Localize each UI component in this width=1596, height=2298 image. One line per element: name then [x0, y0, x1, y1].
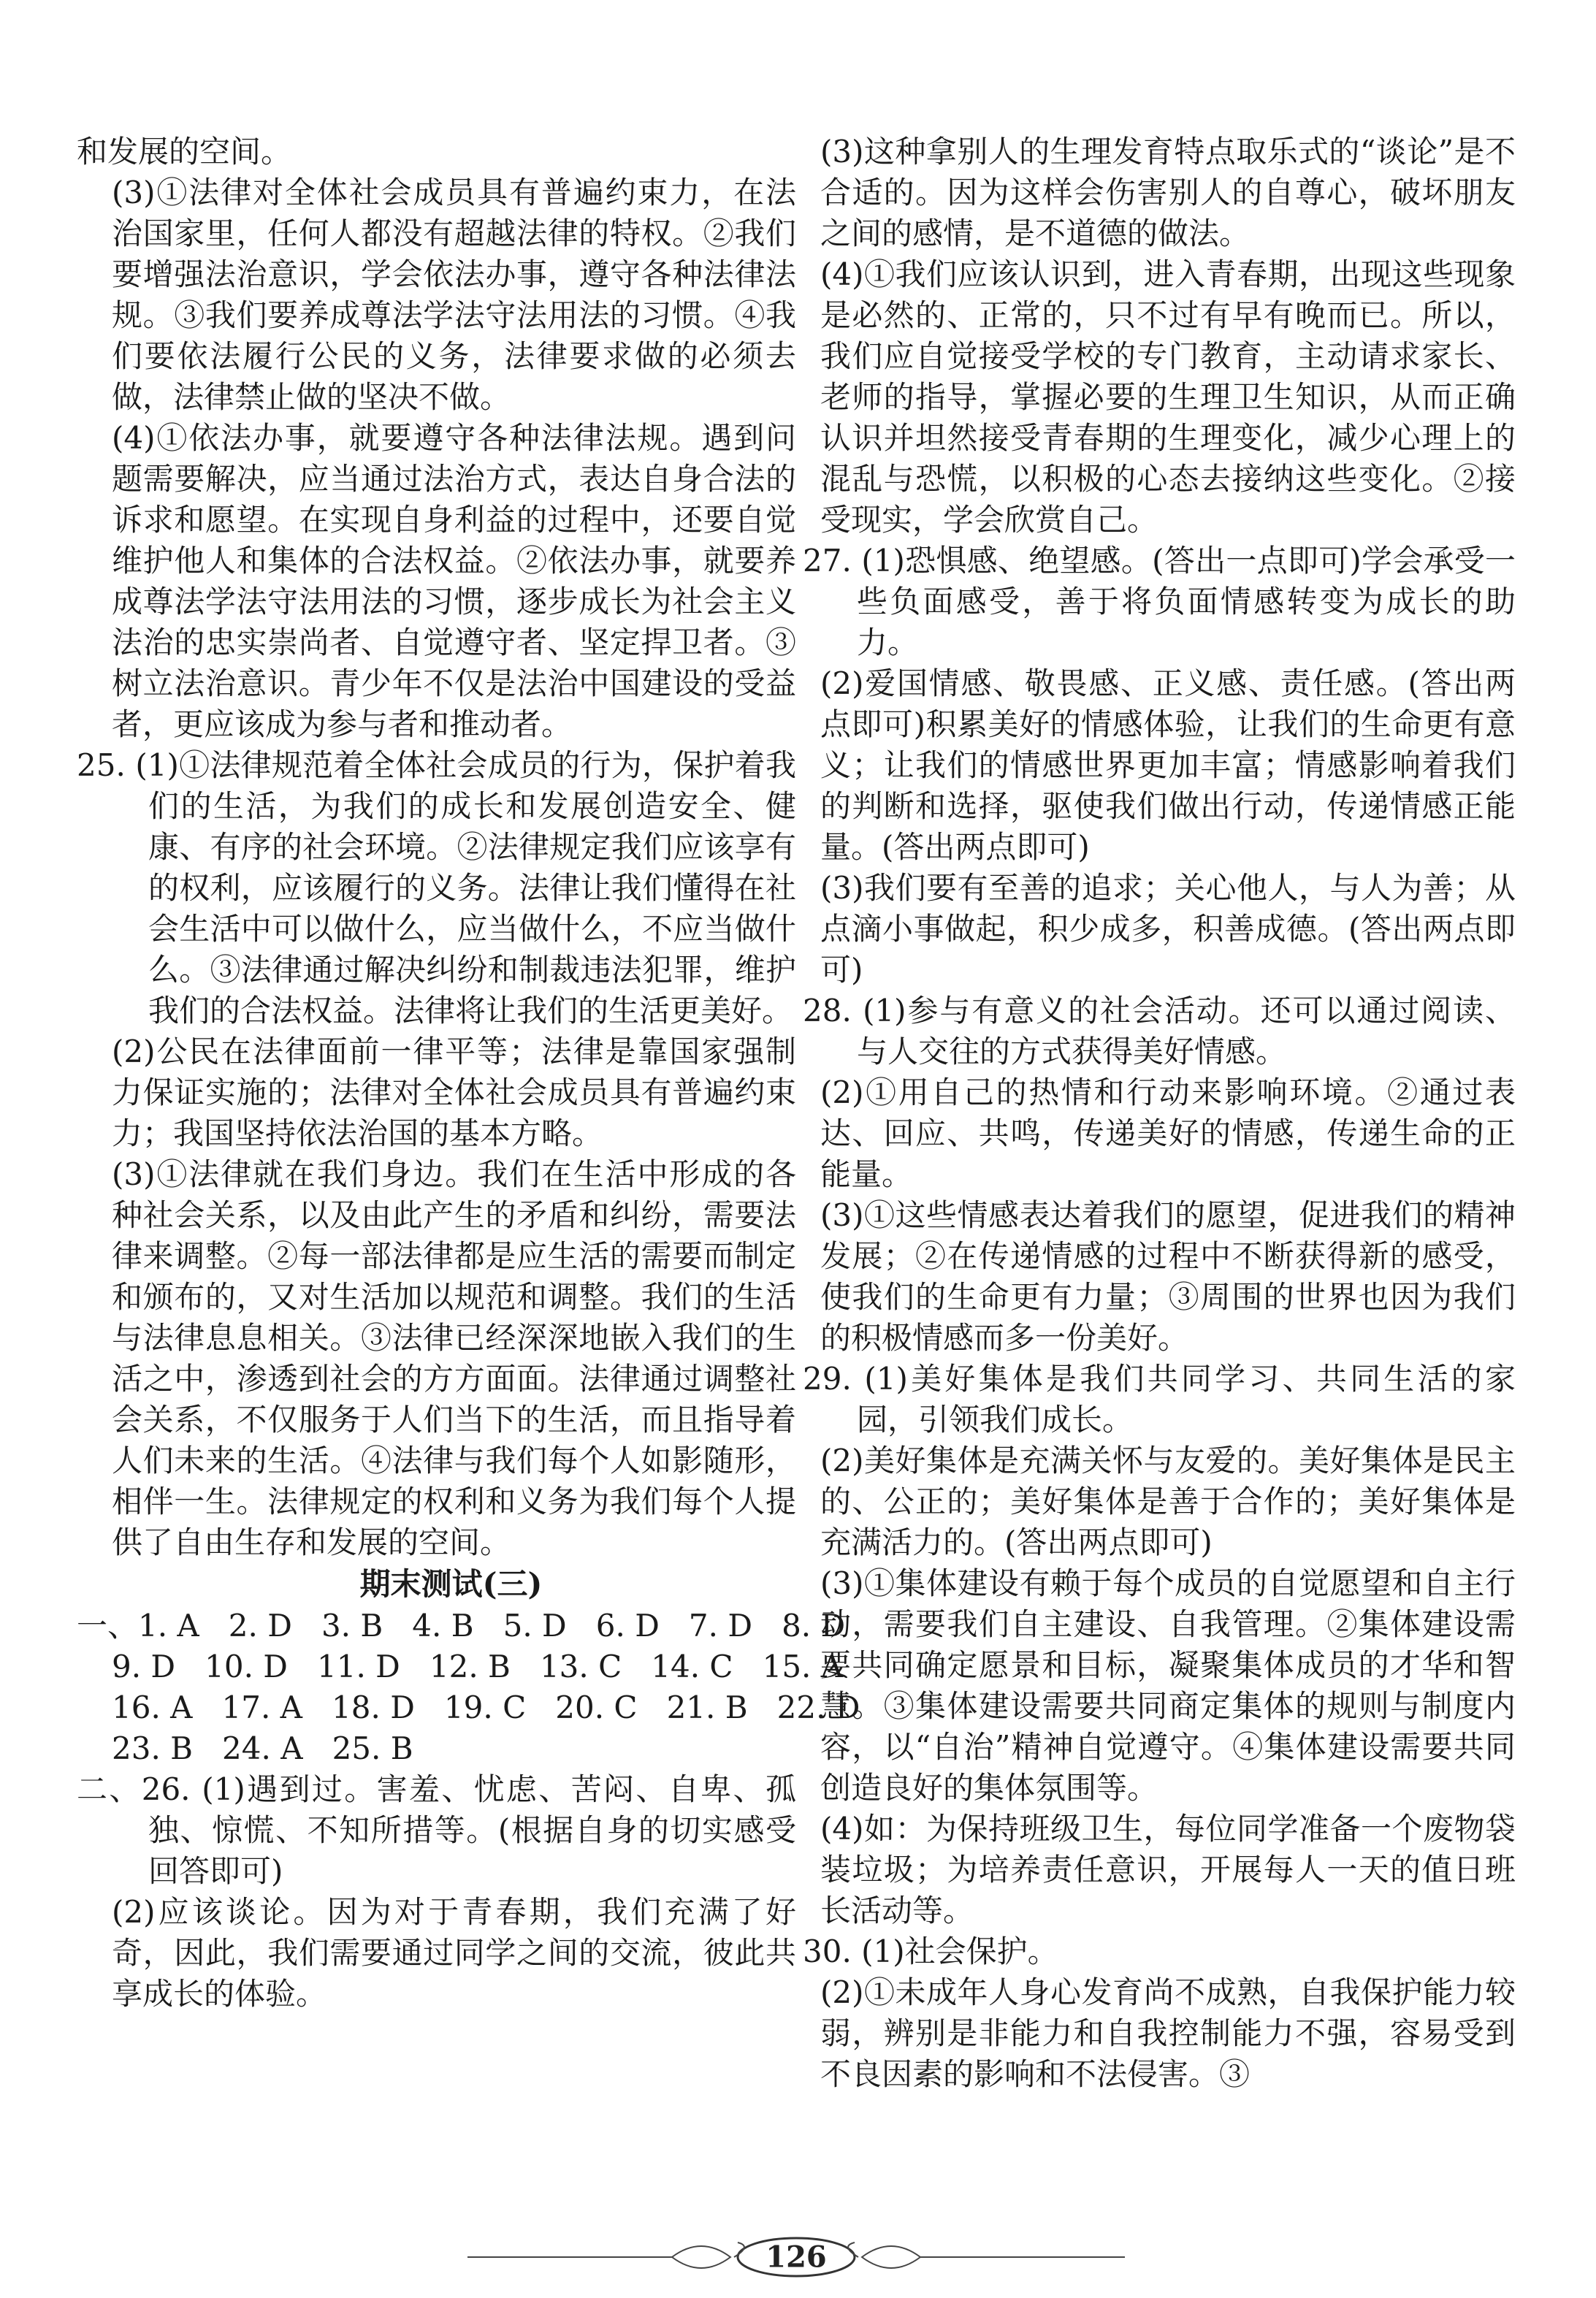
- right-column: [785, 131, 1516, 2095]
- question-26-part-1: 二、26. (1)遇到过。害羞、忧虑、苦闷、自卑、孤独、惊慌、不知所措等。(根据自身的切实感受回答即可): [77, 1771, 796, 1889]
- question-27-part-1: 27. (1)恐惧感、绝望感。(答出一点即可)学会承受一些负面感受，善于将负面情感转变为成长的助力。: [803, 543, 1516, 660]
- question-25-part-3: (3)①法律就在我们身边。我们在生活中形成的各种社会关系，以及由此产生的矛盾和纠纷，需要法律来调整。②每一部法律都是应生活的需要而制定和颁布的，又对生活加以规范和调整。我们的生活与法律息息相关。③法律已经深深地嵌入我们的生活之中，渗透到社会的方方面面。法律通过调整社会关系，不仅服务于人们当下的生活，而且指导着人们未来的生活。④法律与我们每个人如影随形，相伴一生。法律规定的权利和义务为我们每个人提供了自由生存和发展的空间。: [112, 1156, 796, 1560]
- question-27-part-3: (3)我们要有至善的追求；关心他人，与人为善；从点滴小事做起，积少成多，积善成德。(答出两点即可): [820, 870, 1516, 988]
- question-26-part-2: (2)应该谈论。因为对于青春期，我们充满了好奇，因此，我们需要通过同学之间的交流，彼此共享成长的体验。: [112, 1894, 796, 2012]
- mc-answers-row: 23. B 24. A 25. B: [112, 1730, 413, 1766]
- paragraph: (4)①依法办事，就要遵守各种法律法规。遇到问题需要解决，应当通过法治方式，表达自身合法的诉求和愿望。在实现自身利益的过程中，还要自觉维护他人和集体的合法权益。②依法办事，就要养成尊法学法守法用法的习惯，逐步成长为社会主义法治的忠实崇尚者、自觉遵守者、坚定捍卫者。③树立法治意识。青少年不仅是法治中国建设的受益者，更应该成为参与者和推动者。: [112, 420, 796, 742]
- question-30-part-2: (2)①未成年人身心发育尚不成熟，自我保护能力较弱，辨别是非能力和自我控制能力不强，容易受到不良因素的影响和不法侵害。③: [820, 1974, 1516, 2092]
- section-title: 期末测试(三): [359, 1566, 543, 1602]
- question-30-part-1: 30. (1)社会保护。: [803, 1934, 1058, 1969]
- question-29-part-1: 29. (1)美好集体是我们共同学习、共同生活的家园，引领我们成长。: [803, 1361, 1516, 1438]
- page-number: 126: [765, 2240, 827, 2275]
- question-27-part-2: (2)爱国情感、敬畏感、正义感、责任感。(答出两点即可)积累美好的情感体验，让我们的生命更有意义；让我们的情感世界更加丰富；情感影响着我们的判断和选择，驱使我们做出行动，传递情感正能量。(答出两点即可): [820, 665, 1516, 865]
- question-28-part-3: (3)①这些情感表达着我们的愿望，促进我们的精神发展；②在传递情感的过程中不断获得新的感受，使我们的生命更有力量；③周围的世界也因为我们的积极情感而多一份美好。: [820, 1197, 1516, 1356]
- question-25-part-1: 25. (1)①法律规范着全体社会成员的行为，保护着我们的生活，为我们的成长和发展创造安全、健康、有序的社会环境。②法律规定我们应该享有的权利，应该履行的义务。法律让我们懂得在社会生活中可以做什么，应当做什么，不应当做什么。③法律通过解决纠纷和制裁违法犯罪，维护我们的合法权益。法律将让我们的生活更美好。: [77, 747, 796, 1028]
- paragraph: (3)①法律对全体社会成员具有普遍约束力，在法治国家里，任何人都没有超越法律的特权。②我们要增强法治意识，学会依法办事，遵守各种法律法规。③我们要养成尊法学法守法用法的习惯。④我们要依法履行公民的义务，法律要求做的必须去做，法律禁止做的坚决不做。: [112, 175, 796, 415]
- paragraph: 和发展的空间。: [77, 134, 292, 169]
- question-26-part-4: (4)①我们应该认识到，进入青春期，出现这些现象是必然的、正常的，只不过有早有晚而已。所以，我们应自觉接受学校的专门教育，主动请求家长、老师的指导，掌握必要的生理卫生知识，从而正确认识并坦然接受青春期的生理变化，减少心理上的混乱与恐慌，以积极的心态去接纳这些变化。②接受现实，学会欣赏自己。: [820, 256, 1516, 538]
- question-26-part-3: (3)这种拿别人的生理发育特点取乐式的“谈论”是不合适的。因为这样会伤害别人的自尊心，破坏朋友之间的感情，是不道德的做法。: [820, 134, 1516, 251]
- question-28-part-1: 28. (1)参与有意义的社会活动。还可以通过阅读、与人交往的方式获得美好情感。: [803, 993, 1516, 1069]
- mc-answers-row: 16. A 17. A 18. D 19. C 20. C 21. B 22. D: [112, 1690, 860, 1725]
- left-column: [77, 131, 860, 2015]
- question-29-part-2: (2)美好集体是充满关怀与友爱的。美好集体是民主的、公正的；美好集体是善于合作的；美好集体是充满活力的。(答出两点即可): [820, 1443, 1516, 1560]
- question-28-part-2: (2)①用自己的热情和行动来影响环境。②通过表达、回应、共鸣，传递美好的情感，传递生命的正能量。: [820, 1074, 1516, 1192]
- question-29-part-3: (3)①集体建设有赖于每个成员的自觉愿望和自主行动，需要我们自主建设、自我管理。②集体建设需要共同确定愿景和目标，凝聚集体成员的才华和智慧。③集体建设需要共同商定集体的规则与制度内容，以“自治”精神自觉遵守。④集体建设需要共同创造良好的集体氛围等。: [820, 1565, 1516, 1806]
- mc-answers-row: 一、1. A 2. D 3. B 4. B 5. D 6. D 7. D 8. D: [77, 1608, 846, 1644]
- mc-answers-row: 9. D 10. D 11. D 12. B 13. C 14. C 15. A: [112, 1649, 844, 1684]
- question-25-part-2: (2)公民在法律面前一律平等；法律是靠国家强制力保证实施的；法律对全体社会成员具有普遍约束力；我国坚持依法治国的基本方略。: [112, 1034, 796, 1151]
- question-29-part-4: (4)如：为保持班级卫生，每位同学准备一个废物袋装垃圾；为培养责任意识，开展每人一天的值日班长活动等。: [820, 1811, 1516, 1928]
